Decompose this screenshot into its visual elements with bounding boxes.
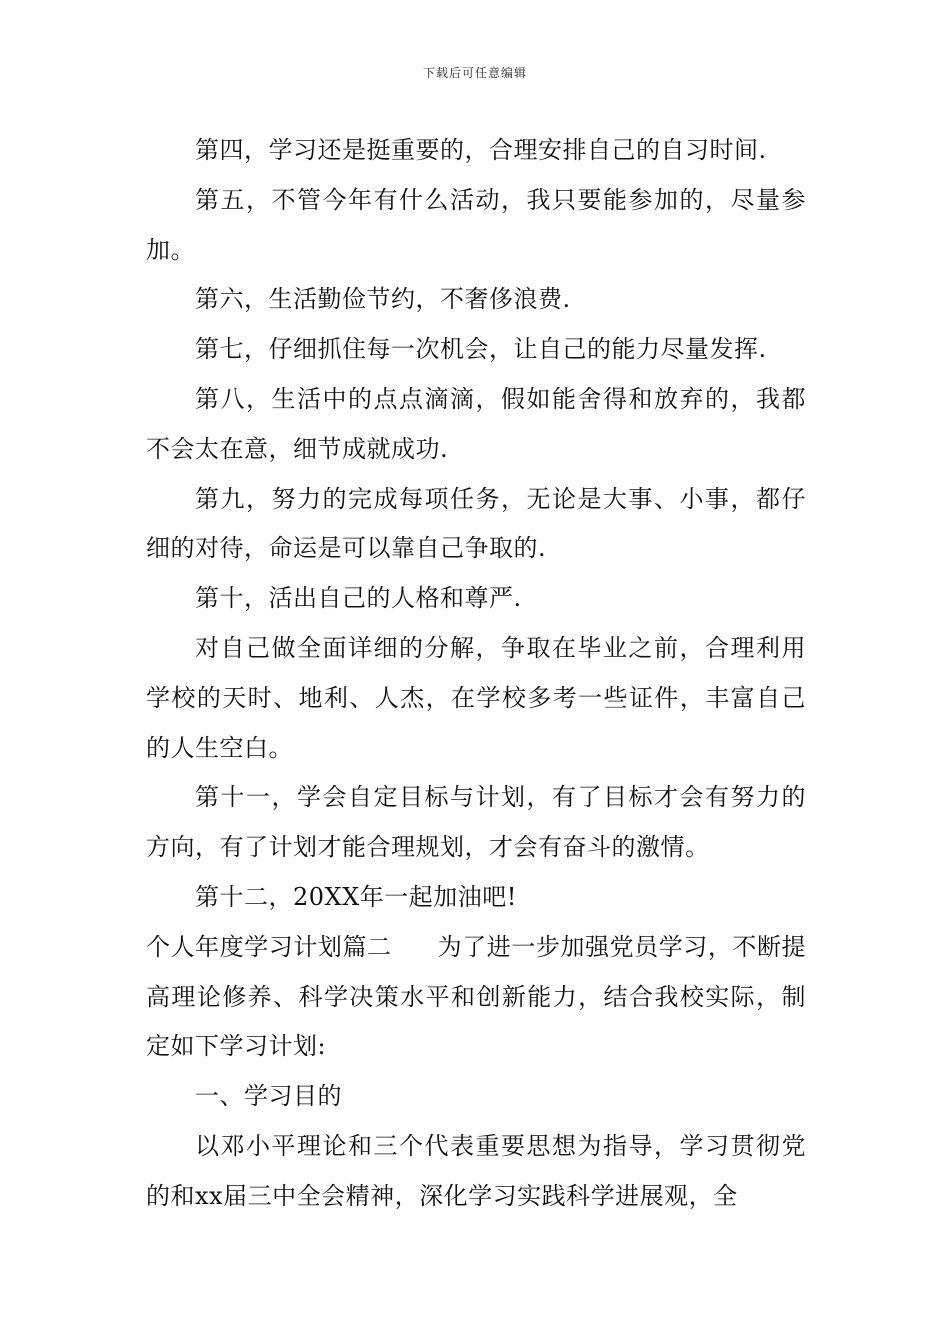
section-two-paragraph (146, 923, 806, 1072)
paragraph-item-6: 第六，生活勤俭节约，不奢侈浪费. (195, 285, 571, 314)
paragraph-item-7: 第七，仔细抓住每一次机会，让自己的能力尽量发挥. (195, 335, 767, 364)
paragraph-item-9: 第九，努力的完成每项任务，无论是大事、小事，都仔细的对待，命运是可以靠自己争取的. (146, 484, 806, 563)
paragraph-item-11: 第十一，学会自定目标与计划，有了目标才会有努力的方向，有了计划才能合理规划，才会有奋斗的激情。 (146, 783, 806, 862)
paragraph-item-12: 第十二，20XX年一起加油吧! (195, 882, 517, 911)
subsection-body: 以邓小平理论和三个代表重要思想为指导，学习贯彻党的和xx届三中全会精神，深化学习实践科学进展观，全 (146, 1131, 806, 1210)
document-body (146, 126, 806, 1222)
paragraph-self-analysis: 对自己做全面详细的分解，争取在毕业之前，合理利用学校的天时、地利、人杰，在学校多考一些证件，丰富自己的人生空白。 (146, 633, 806, 762)
section-two-intro: 为了进一步加强党员学习，不断提高理论修养、科学决策水平和创新能力，结合我校实际，制定如下学习计划: (146, 932, 807, 1061)
paragraph-item-8: 第八，生活中的点点滴滴，假如能舍得和放弃的，我都不会太在意，细节成就成功. (146, 384, 806, 463)
subsection-title: 一、学习目的 (195, 1082, 342, 1111)
paragraph-item-10: 第十，活出自己的人格和尊严. (195, 584, 522, 613)
paragraph-item-5: 第五，不管今年有什么活动，我只要能参加的，尽量参加。 (146, 185, 806, 264)
section-two-heading: 个人年度学习计划篇二 (146, 932, 392, 961)
paragraph-item-4: 第四，学习还是挺重要的，合理安排自己的自习时间. (195, 136, 767, 164)
page-header-note: 下载后可任意编辑 (422, 66, 527, 80)
